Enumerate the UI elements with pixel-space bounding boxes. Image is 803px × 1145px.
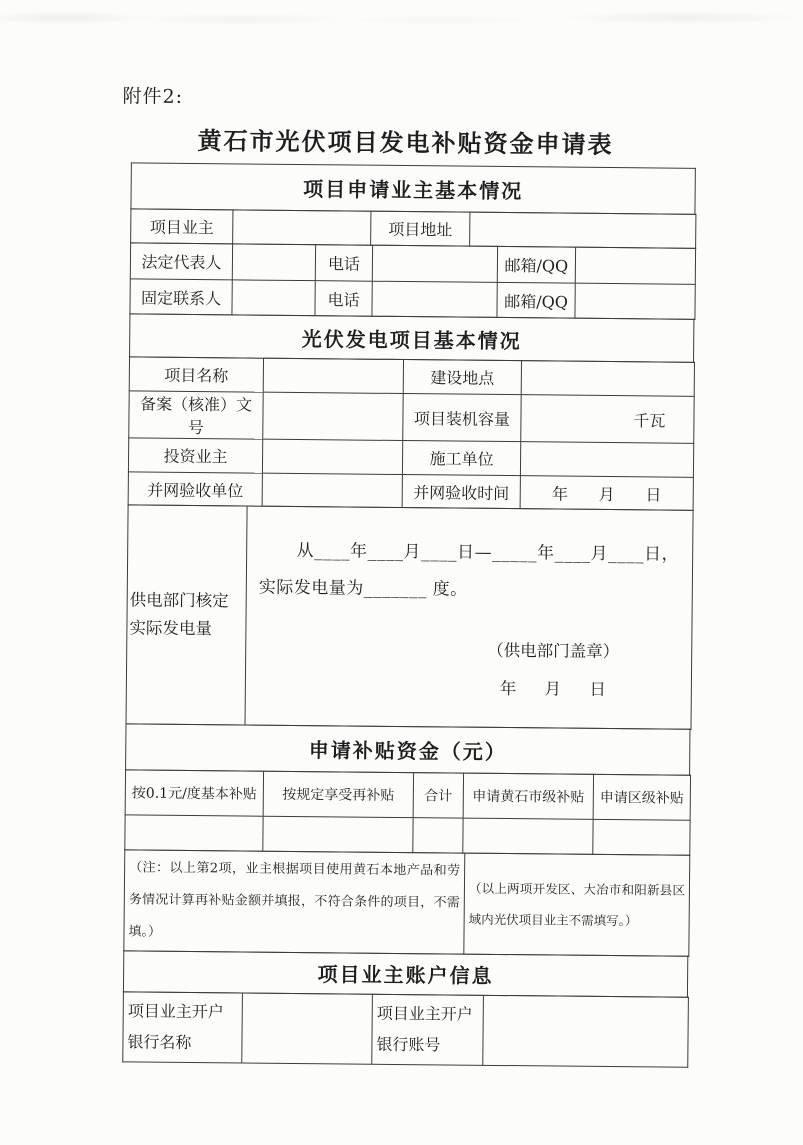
power-dept-stamp-label: （供电部门盖章） [487,640,620,661]
owner-section-header: 项目申请业主基本情况 [131,163,695,214]
power-dept-stamp-block [487,632,620,709]
fixed-contact-label: 固定联系人 [130,279,232,315]
bank-account-number-value-cell [483,995,689,1067]
email-qq-label: 邮箱/QQ [497,246,575,283]
total-col-header: 合计 [413,773,463,818]
phone-label: 电话 [315,281,372,317]
total-value-cell [413,818,463,853]
owner-section-header-table [130,162,695,214]
record-number-value-cell [263,392,403,440]
generation-verified-label: 供电部门核定实际发电量 [126,505,247,725]
grid-acceptance-time-value: 年 月 日 [520,476,693,511]
fixed-contact-value-cell [232,280,315,316]
owner-contact-rows-table [129,242,696,319]
grid-acceptance-unit-value-cell [262,473,402,507]
bank-account-number-label: 项目业主开户银行账号 [372,994,484,1065]
project-name-value-cell [263,358,403,393]
project-address-value-cell [470,212,696,248]
construction-unit-label: 施工单位 [402,441,520,476]
subsidy-section-header-table [125,723,690,775]
subsidy-notes-table [123,849,690,956]
basic-subsidy-col-header: 按0.1元/度基本补贴 [125,770,263,816]
investment-owner-value-cell [262,439,402,474]
project-section-header: 光伏发电项目基本情况 [130,314,694,362]
project-section-header-table [129,313,694,362]
re-subsidy-col-header: 按规定享受再补贴 [263,771,413,817]
account-section-header-table [123,950,688,997]
district-subsidy-col-header: 申请区级补贴 [593,774,690,820]
record-number-label: 备案（核准）文号 [129,391,263,439]
legal-representative-value-cell [232,244,315,281]
subsidy-section-header: 申请补贴资金（元） [126,724,690,775]
district-subsidy-value-cell [593,819,690,855]
re-subsidy-value-cell [263,816,413,852]
project-name-label: 项目名称 [129,357,263,392]
application-form-table [122,162,696,1067]
subsidy-note-left: （注：以上第2项，业主根据项目使用黄石本地产品和劳务情况计算再补贴金额并填报，不符合条件的项目，不需填。） [124,850,465,954]
email-qq-value-cell [575,247,695,284]
form-title: 黄石市光伏项目发电补贴资金申请表 [197,126,614,160]
construction-site-value-cell [521,361,694,397]
owner-value-cell [233,210,371,245]
installed-capacity-label: 项目装机容量 [403,394,521,442]
generation-statement: 从____年____月____日—_____年____月____日，实际发电量为_______ 度。 [258,541,680,601]
construction-unit-value-cell [520,442,693,478]
subsidy-grid-table [124,769,691,855]
bank-name-value-cell [242,993,373,1064]
installed-capacity-unit: 千瓦 [521,395,694,444]
legal-representative-label: 法定代表人 [130,243,232,280]
account-row-table [122,991,689,1067]
email-qq-label: 邮箱/QQ [497,282,575,318]
attachment-label: 附件2: [122,85,184,108]
phone-label: 电话 [315,245,372,282]
subsidy-note-right: （以上两项开发区、大冶市和阳新县区域内光伏项目业主不需填写。） [464,853,690,956]
generation-row-table [126,504,694,729]
project-address-label: 项目地址 [371,211,470,246]
investment-owner-label: 投资业主 [128,438,262,473]
bank-name-label: 项目业主开户银行名称 [123,991,243,1062]
owner-label: 项目业主 [131,209,233,244]
basic-subsidy-value-cell [125,815,263,851]
generation-statement-cell [245,506,693,729]
power-dept-stamp-date: 年 月 日 [499,678,607,699]
email-qq-value-cell [575,283,695,319]
account-section-header: 项目业主账户信息 [123,950,687,996]
grid-acceptance-time-label: 并网验收时间 [402,475,520,509]
city-subsidy-value-cell [463,818,593,854]
project-rows-table [128,356,695,510]
grid-acceptance-unit-label: 并网验收单位 [128,472,262,506]
phone-value-cell [372,245,497,282]
city-subsidy-col-header: 申请黄石市级补贴 [463,773,593,819]
construction-site-label: 建设地点 [403,360,521,395]
phone-value-cell [372,281,497,317]
